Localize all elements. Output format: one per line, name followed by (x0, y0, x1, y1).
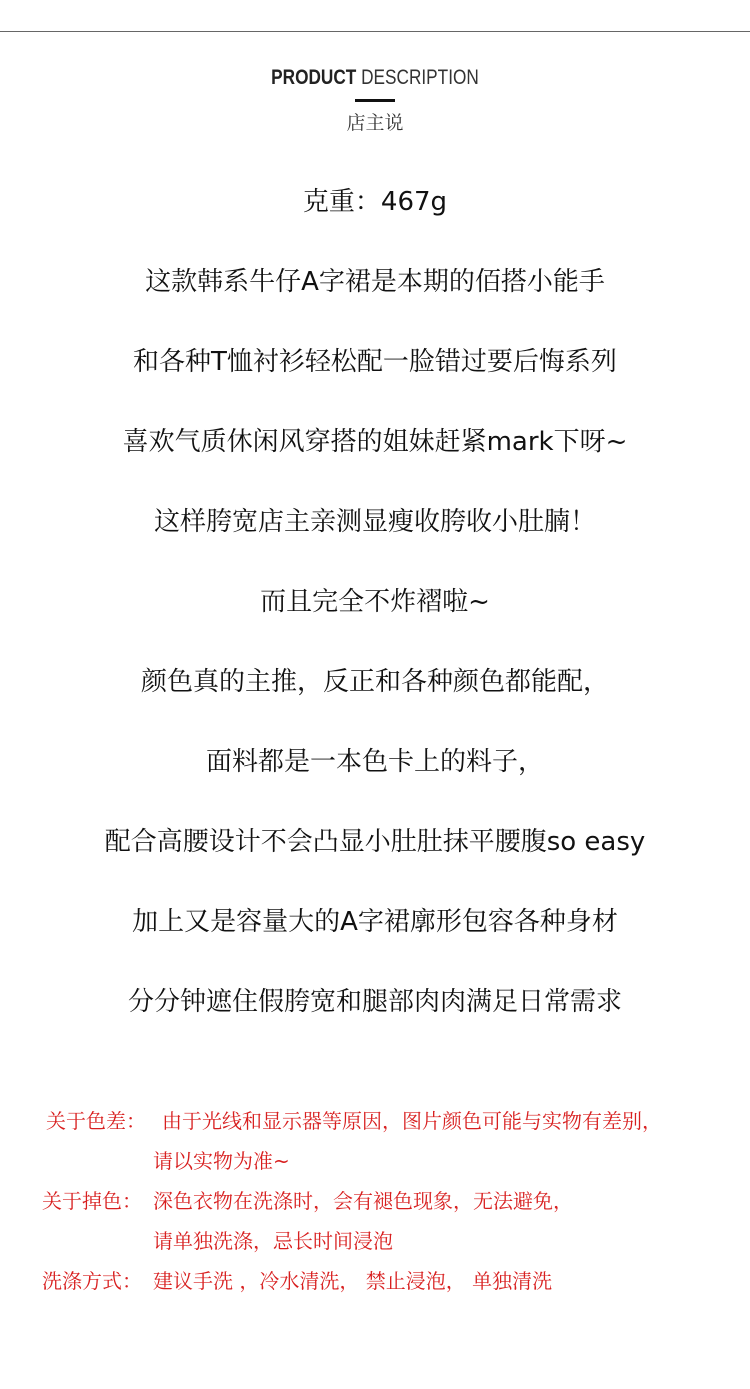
note-text: 由于光线和显示器等原因，图片颜色可能与实物有差别， (162, 1109, 662, 1133)
section-subtitle: 店主说 (346, 112, 404, 134)
note-fading (42, 1187, 722, 1215)
note-color-difference (46, 1107, 726, 1135)
title-underline (355, 99, 395, 102)
note-washing (42, 1267, 722, 1295)
description-line: 而且完全不炸褶啦~ (260, 587, 490, 617)
description-line: 和各种T恤衬衫轻松配一脸错过要后悔系列 (133, 347, 617, 377)
section-title-bold: PRODUCT (271, 66, 357, 89)
section-title (68, 66, 683, 90)
description-line: 加上又是容量大的A字裙廓形包容各种身材 (132, 907, 618, 937)
description-line: 这款韩系牛仔A字裙是本期的佰搭小能手 (145, 267, 605, 297)
description-line: 颜色真的主推，反正和各种颜色都能配， (140, 667, 609, 697)
note-fading-cont: 请单独洗涤，忌长时间浸泡 (153, 1229, 393, 1253)
note-label: 关于掉色： (42, 1189, 142, 1213)
note-label: 关于色差： (46, 1109, 146, 1133)
note-text: 深色衣物在洗涤时，会有褪色现象，无法避免， (153, 1189, 573, 1213)
description-line: 分分钟遮住假胯宽和腿部肉肉满足日常需求 (127, 987, 622, 1017)
description-line: 克重：467g (302, 187, 448, 217)
note-text: 建议手洗 ，冷水清洗， 禁止浸泡， 单独清洗 (153, 1269, 553, 1293)
description-line: 配合高腰设计不会凸显小肚肚抹平腰腹so easy (104, 827, 646, 857)
top-divider (0, 31, 750, 32)
description-line: 这样胯宽店主亲测显瘦收胯收小肚腩！ (153, 507, 596, 537)
note-label: 洗涤方式： (42, 1269, 142, 1293)
description-line: 喜欢气质休闲风穿搭的姐妹赶紧mark下呀~ (122, 427, 628, 457)
description-line: 面料都是一本色卡上的料子， (205, 747, 544, 777)
note-color-difference-cont: 请以实物为准~ (153, 1149, 290, 1173)
section-title-light: DESCRIPTION (361, 66, 479, 89)
